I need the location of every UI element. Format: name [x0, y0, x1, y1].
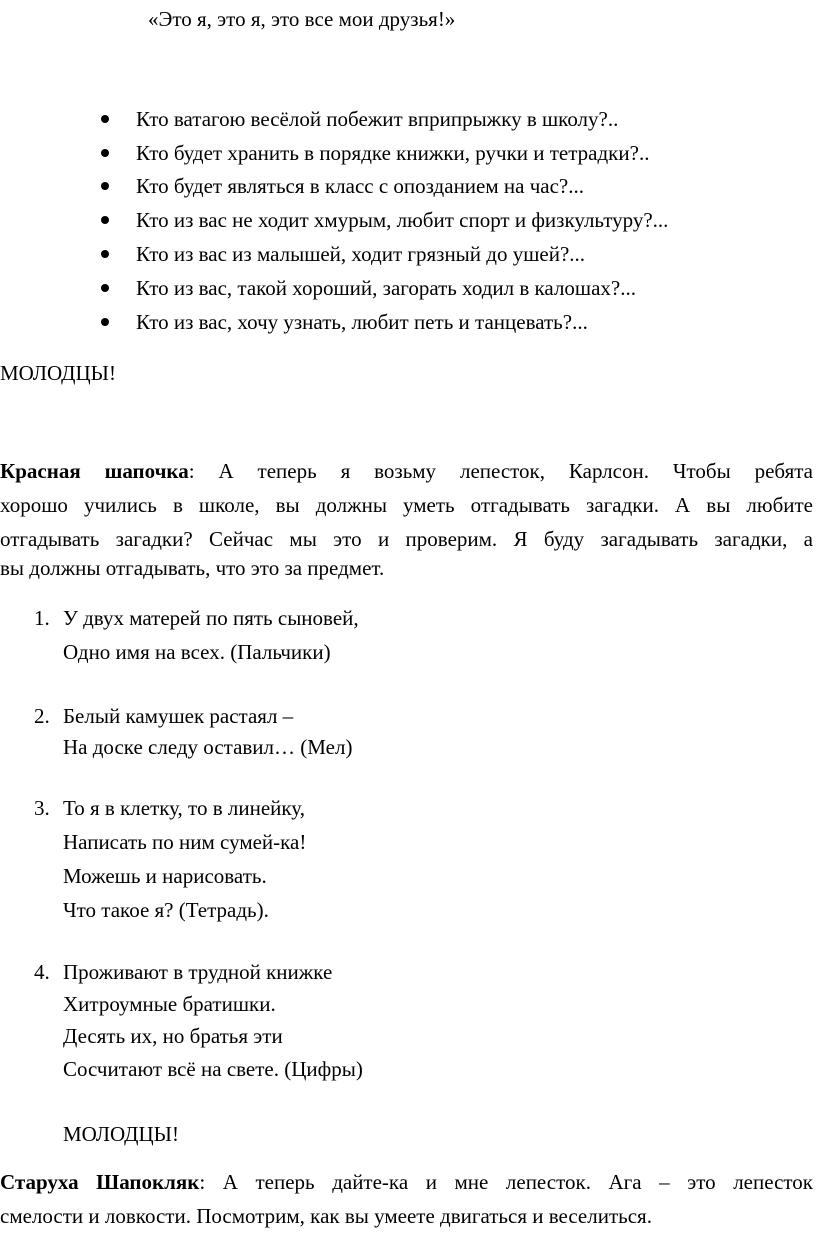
riddle-line: Одно имя на всех. (Пальчики): [63, 640, 331, 664]
riddle-number: 2.: [34, 704, 50, 728]
paragraph-line: хорошо учились в школе, вы должны уметь отгадывать загадки. А вы любите: [0, 493, 813, 517]
speaker-colon: :: [199, 1170, 206, 1194]
riddle-line: Можешь и нарисовать.: [63, 864, 267, 888]
bullet-icon: [101, 115, 109, 123]
bullet-icon: [101, 149, 109, 157]
bullet-icon: [101, 216, 109, 224]
riddle-line: У двух матерей по пять сыновей,: [63, 606, 359, 630]
riddle-line: То я в клетку, то в линейку,: [63, 796, 305, 820]
riddle-line: Белый камушек растаял –: [63, 704, 294, 728]
riddle-line: Проживают в трудной книжке: [63, 960, 333, 984]
paragraph-line: смелости и ловкости. Посмотрим, как вы умеете двигаться и веселиться.: [0, 1204, 652, 1228]
speaker-name: Старуха Шапокляк: [0, 1170, 200, 1194]
paragraph-line: отгадывать загадки? Сейчас мы это и проверим. Я буду загадывать загадки, а: [0, 527, 813, 551]
question-text: Кто из вас, такой хороший, загорать ходил в калошах?...: [136, 276, 636, 300]
speaker-name: Красная шапочка: [0, 459, 189, 483]
riddle-line: Десять их, но братья эти: [63, 1024, 283, 1048]
question-text: Кто из вас, хочу узнать, любит петь и танцевать?...: [136, 310, 588, 334]
riddle-line: Что такое я? (Тетрадь).: [63, 898, 269, 922]
bullet-icon: [101, 250, 109, 258]
bravo-text: МОЛОДЦЫ!: [63, 1122, 179, 1146]
bravo-text: МОЛОДЦЫ!: [0, 361, 116, 385]
question-text: Кто будет являться в класс с опозданием на час?...: [136, 174, 584, 198]
bullet-icon: [101, 284, 109, 292]
paragraph-line: [0, 1170, 813, 1194]
question-text: Кто будет хранить в порядке книжки, ручки и тетрадки?..: [136, 141, 650, 165]
riddle-line: Хитроумные братишки.: [63, 992, 276, 1016]
question-text: Кто ватагою весёлой побежит вприпрыжку в школу?..: [136, 107, 619, 131]
question-text: Кто из вас из малышей, ходит грязный до ушей?...: [136, 242, 586, 266]
bullet-icon: [101, 318, 109, 326]
bullet-icon: [101, 182, 109, 190]
paragraph-line: [0, 459, 813, 483]
riddle-line: Сосчитают всё на свете. (Цифры): [63, 1057, 363, 1081]
riddle-line: На доске следу оставил… (Мел): [63, 735, 353, 759]
paragraph-text: А теперь дайте-ка и мне лепесток. Ага – это лепесток: [205, 1170, 814, 1194]
riddle-number: 3.: [34, 796, 50, 820]
paragraph-text: А теперь я возьму лепесток, Карлсон. Чтобы ребята: [194, 459, 814, 483]
riddle-number: 4.: [34, 960, 50, 984]
speaker-colon: :: [188, 459, 195, 483]
paragraph-line: вы должны отгадывать, что это за предмет.: [0, 556, 385, 580]
riddle-number: 1.: [34, 606, 50, 630]
section-title: «Это я, это я, это все мои друзья!»: [148, 7, 456, 31]
riddle-line: Написать по ним сумей-ка!: [63, 830, 307, 854]
question-text: Кто из вас не ходит хмурым, любит спорт и физкультуру?...: [136, 208, 669, 232]
